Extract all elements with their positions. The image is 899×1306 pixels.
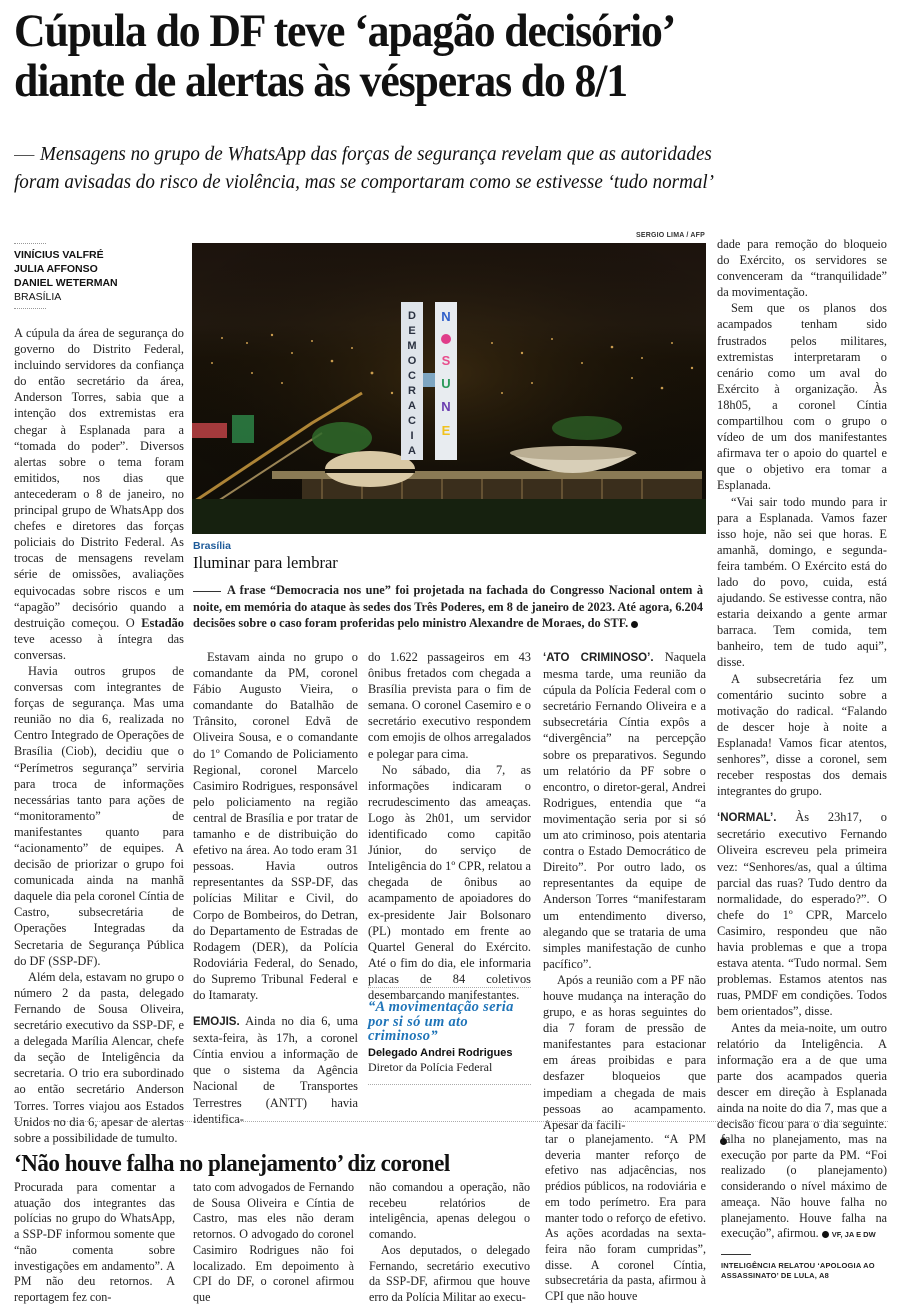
sidebar-column-5 xyxy=(721,1132,887,1243)
svg-text:N: N xyxy=(441,399,451,414)
congress-night-photo xyxy=(192,243,706,534)
body-paragraph: não comandou a operação, não recebeu relatórios de inteligência, apenas delegou o comando. xyxy=(369,1180,530,1242)
article-headline xyxy=(14,6,832,106)
byline-divider-top xyxy=(14,243,46,244)
sidebar-column-2 xyxy=(193,1180,354,1306)
svg-text:N: N xyxy=(441,309,451,324)
svg-text:R: R xyxy=(408,385,416,397)
svg-text:A: A xyxy=(408,445,416,457)
related-rule xyxy=(721,1254,751,1255)
pull-quote-role: Diretor da Polícia Federal xyxy=(368,1059,493,1074)
body-paragraph: tato com advogados de Fernando de Sousa Oliveira e Cíntia de Castro, mas eles não deram retornos. O advogado do coronel Casimiro Rodrigues não foi localizado. Em depoimento à CPI do DF, o coronel afirmou que xyxy=(193,1180,354,1304)
body-paragraph: A subsecretária fez um comentário sucinto sobre a motivação do radical. “Falando de descer hoje à noite a Esplanada! Vamos ficar atentos, senhores”, disse a coronel, sem receber respostas dos demais integrantes do grupo. xyxy=(717,671,887,799)
svg-text:C: C xyxy=(408,415,416,427)
body-paragraph: Estavam ainda no grupo o comandante da PM, coronel Fábio Augusto Vieira, o comandante do Batalhão de Trânsito, coronel Edvã de Oliveira Sousa, e o comandante do 1º Comando de Policiamento Regional, coronel Marcelo Casimiro Rodrigues, responsável pelo policiamento na região central de Brasília e por tratar de tamanho e de distribuição do efetivo na área. Ao todo eram 31 pessoas. Havia outros representantes da SSP-DF, das polícias Militar e Civil, do Corpo de Bombeiros, do Detran, do Departamento de Estradas de Rodagem (DER), da Polícia Rodoviária Federal, do Senado, do Supremo Tribunal Federal e do Itamaraty. xyxy=(193,650,358,1002)
sidebar-headline: ‘Não houve falha no planejamento’ diz coronel xyxy=(14,1150,450,1177)
body-paragraph: do 1.622 passageiros em 43 ônibus fretados com chegada a Brasília prevista para o fim de semana. O coronel Casemiro e o secretário executivo respondem com emojis de olhos arregalados e polegar para cima. xyxy=(368,650,531,761)
body-paragraph: EMOJIS. Ainda no dia 6, uma sexta-feira, às 17h, a coronel Cíntia enviou a informação de que o sistema da Agência Nacional de Transportes Terrestres (ANTT) havia identifica- xyxy=(193,1014,358,1126)
body-paragraph: Além dela, estavam no grupo o número 2 da pasta, delegado Fernando de Sousa Oliveira, secretário executivo da SSP-DF, e a delegada Marília Alencar, chefe da seção de Inteligência da secretaria. O trio era subordinado ao então secretário Anderson Torres. Torres viajou aos Estados Unidos no dia 6, apesar de alertas sobre a possibilidade de tumulto. xyxy=(14,969,184,1145)
svg-text:D: D xyxy=(408,310,416,322)
svg-text:O: O xyxy=(407,355,417,367)
svg-text:E: E xyxy=(441,423,451,438)
end-mark-icon xyxy=(631,621,638,628)
author-name: DANIEL WETERMAN xyxy=(14,277,118,289)
pull-quote-author: Delegado Andrei Rodrigues xyxy=(368,1046,513,1059)
body-paragraph: Após a reunião com a PF não houve mudança na interação do grupo, e as horas seguintes do dia 7 foram de pressão de manifestantes para estacionar em áreas proibidas e para desfazer bloqueios que impediam a chegada de mais pessoas ao acampamento. Apesar da facili- xyxy=(543,972,706,1132)
headline-line-1: Cúpula do DF teve ‘apagão decisório’ xyxy=(14,5,676,57)
svg-text:C: C xyxy=(408,370,416,382)
body-paragraph: Procurada para comentar a atuação dos integrantes das polícias no grupo do WhatsApp, a SSP-DF informou somente que “não comenta sobre investigações em andamento”. A PM não deu retornos. A reportagem fez con- xyxy=(14,1180,175,1304)
body-paragraph: ‘ATO CRIMINOSO’. Naquela mesma tarde, uma reunião da cúpula da Polícia Federal com o secretário Fernando Oliveira e a subsecretária Cíntia expôs a “divergência” na percepção sobre os preparativos. Segundo um relatório da PF sobre o encontro, o diretor-geral, Andrei Rodrigues, entendia que “a movimentação seria por si só um ato criminoso, pois atentaria contra o Estado Democrático de Direito”. Por outro lado, os representantes da equipe de Anderson Torres “manifestaram um entendimento diverso, alegando que se trataria de uma simples manifestação de cunho pacífico”. xyxy=(543,650,706,971)
svg-text:E: E xyxy=(408,325,416,337)
body-column-4 xyxy=(543,649,706,1133)
pull-quote xyxy=(368,987,531,1085)
svg-text:M: M xyxy=(407,340,417,352)
body-paragraph: A cúpula da área de segurança do governo do Distrito Federal, incluindo servidores da confiança do então secretário da área, Anderson Torres, sabia que a intenção dos extremistas era chegar à Esplanada para a “tomada do poder”. Diversos alertas sobre o tema foram emitidos, nos dias que antecederam o 8 de janeiro, no principal grupo de WhatsApp dos chefes e diretores das forças policiais do Distrito Federal. As trocas de mensagens revelam série de omissões, avaliações equivocadas sobre riscos e um “apagão” decisório quando a destruição começou. O Estadão teve acesso à íntegra das conversas. xyxy=(14,326,184,662)
body-column-2 xyxy=(193,649,358,1127)
body-paragraph: Aos deputados, o delegado Fernando, secretário executivo da SSP-DF, afirmou que houve erro da Polícia Militar ao execu- xyxy=(369,1242,530,1304)
dateline: BRASÍLIA xyxy=(14,291,62,303)
related-article-title: INTELIGÊNCIA RELATOU ‘APOLOGIA AO ASSASSINATO’ DE LULA, A8 xyxy=(721,1261,875,1280)
end-mark-icon xyxy=(822,1231,829,1238)
author-name: VINÍCIUS VALFRÉ xyxy=(14,249,104,261)
body-column-5 xyxy=(717,236,887,1148)
body-paragraph: tar o planejamento. “A PM deveria manter reforço de efetivo nas adjacências, nos prédios públicos, na rodoviária e em todo perímetro. Era para manter todo o reforço de efetivo. As ações acordadas na sexta-feira não foram cumpridas”, disse. A coronel Cíntia, subsecretária da pasta, afirmou à CPI que não houve xyxy=(545,1132,706,1304)
section-lead: ‘NORMAL’. xyxy=(717,812,777,825)
body-column-3 xyxy=(368,649,531,1003)
photo-illustration xyxy=(192,243,706,534)
subhead-line-1: Mensagens no grupo de WhatsApp das forças de segurança revelam que as autoridades xyxy=(40,143,712,165)
article-subhead xyxy=(14,140,832,196)
photo-kicker: Brasília xyxy=(193,540,231,552)
svg-text:S: S xyxy=(441,353,451,368)
photo-caption: A frase “Democracia nos une” foi projetada na fachada do Congresso Nacional ontem à noite, em memória do ataque às sedes dos Três Poderes, em 8 de janeiro de 2023. Até agora, 6.204 decisões sobre o caso foram proferidas pelo ministro Alexandre de Moraes, do STF. xyxy=(193,583,703,630)
sidebar-column-1 xyxy=(14,1180,175,1306)
headline-line-2: diante de alertas às vésperas do 8/1 xyxy=(14,55,628,107)
svg-text:U: U xyxy=(441,376,451,391)
body-paragraph: “Vai sair todo mundo para ir para a Esplanada. Vamos fazer isso hoje, não sei que horas. E amanhã, domingo, e segunda-feira também. O Exército está do lado do povo, cuida, está ajudando. Se estivesse contra, não estaria deixando a gente armar barraca. Tem comida, tem banheiro, tem de tudo aqui”, disse. xyxy=(717,494,887,670)
publication-name: Estadão xyxy=(141,615,184,630)
body-paragraph: ‘NORMAL’. Às 23h17, o secretário executivo Fernando Oliveira escreveu pela primeira vez: “Senhores/as, qual a última parcial das ruas? Tudo dentro da normalidade, do esperado?”. O chefe do 1º CPR, Marcelo Casimiro, respondeu que não havia problemas e que a tropa estava atenta. “Tudo normal. Sem problemas. Estamos atentos nas ruas, PMDF em condições. Todos bem orientados”, disse. xyxy=(717,810,887,1019)
byline xyxy=(14,243,184,309)
sidebar-column-4 xyxy=(545,1132,706,1305)
author-name: JULIA AFFONSO xyxy=(14,263,98,275)
body-paragraph: falha no planejamento, mas na execução por parte da PM. “Foi realizado (o planejamento) considerando o nível máximo de ameaça. Não houve falha no planejamento. Houve falha na execução”, afirmou. VF, JA E DW xyxy=(721,1132,887,1241)
section-lead: EMOJIS. xyxy=(193,1016,240,1029)
caption-dash xyxy=(193,591,221,592)
byline-divider-bottom xyxy=(14,308,46,309)
pull-quote-text: “A movimentação seria por si só um ato criminoso” xyxy=(368,999,514,1044)
subhead-line-2: foram avisadas do risco de violência, mas se comportaram como se estivesse ‘tudo normal’ xyxy=(14,171,715,193)
section-lead: ‘ATO CRIMINOSO’. xyxy=(543,652,654,664)
body-paragraph: Sem que os planos dos acampados tenham sido frustrados pelos militares, extremistas interpretaram o cenário como um aval do Exército à organização. Às 18h05, a coronel Cíntia compartilhou com o grupo o vídeo de um dos manifestantes afirmava ter o apoio do quartel e que o objetivo era tomar a Esplanada. xyxy=(717,301,887,493)
photo-title: Iluminar para lembrar xyxy=(193,553,338,572)
sidebar-column-3 xyxy=(369,1180,530,1306)
body-paragraph: dade para remoção do bloqueio do Exército, os servidores se convenceram da “tranquilidade” da movimentação. xyxy=(717,237,887,300)
body-paragraph: Havia outros grupos de conversas com integrantes de forças de segurança. Mas uma reunião no dia 6, realizada no Centro Integrado de Operações de Brasília (Ciob), decidiu que o “Perímetros segurança” serviria para troca de informações necessárias tanto para ações de “monitoramento” de manifestantes quanto para “acionamento” de equipes. A decisão de priorizar o grupo foi comunicada ainda na manhã daquele dia pela coronel Cíntia de Castro, subsecretária de Operações Integradas da Secretaria de Segurança Pública do DF (SSP-DF). xyxy=(14,663,184,968)
svg-text:A: A xyxy=(408,400,416,412)
body-column-1 xyxy=(14,325,184,1146)
section-divider xyxy=(14,1121,888,1122)
photo-credit: SERGIO LIMA / AFP xyxy=(636,232,705,239)
body-paragraph: No sábado, dia 7, as informações indicaram o recrudescimento das ameaças. Logo às 2h01, um servidor identificado como capitão Júnior, do serviço de Inteligência do 1º CPR, relatou a chegada de ônibus ao acampamento de apoiadores do ex-presidente Jair Bolsonaro (PL) montado em frente ao Quartel General do Exército. Até o fim do dia, ele informaria placas de 84 coletivos desembarcando manifestantes. xyxy=(368,762,531,1002)
author-initials: VF, JA E DW xyxy=(831,1230,876,1240)
subhead-dash xyxy=(14,155,34,156)
svg-text:I: I xyxy=(410,430,414,442)
body-paragraph: Antes da meia-noite, um outro relatório da Inteligência. A informação era a de que uma parte dos acampados queria descer em direção à Esplanada ainda na noite do dia 7, mas que a decisão ficou para o dia seguinte. xyxy=(717,1020,887,1149)
related-article-link[interactable] xyxy=(721,1254,887,1281)
